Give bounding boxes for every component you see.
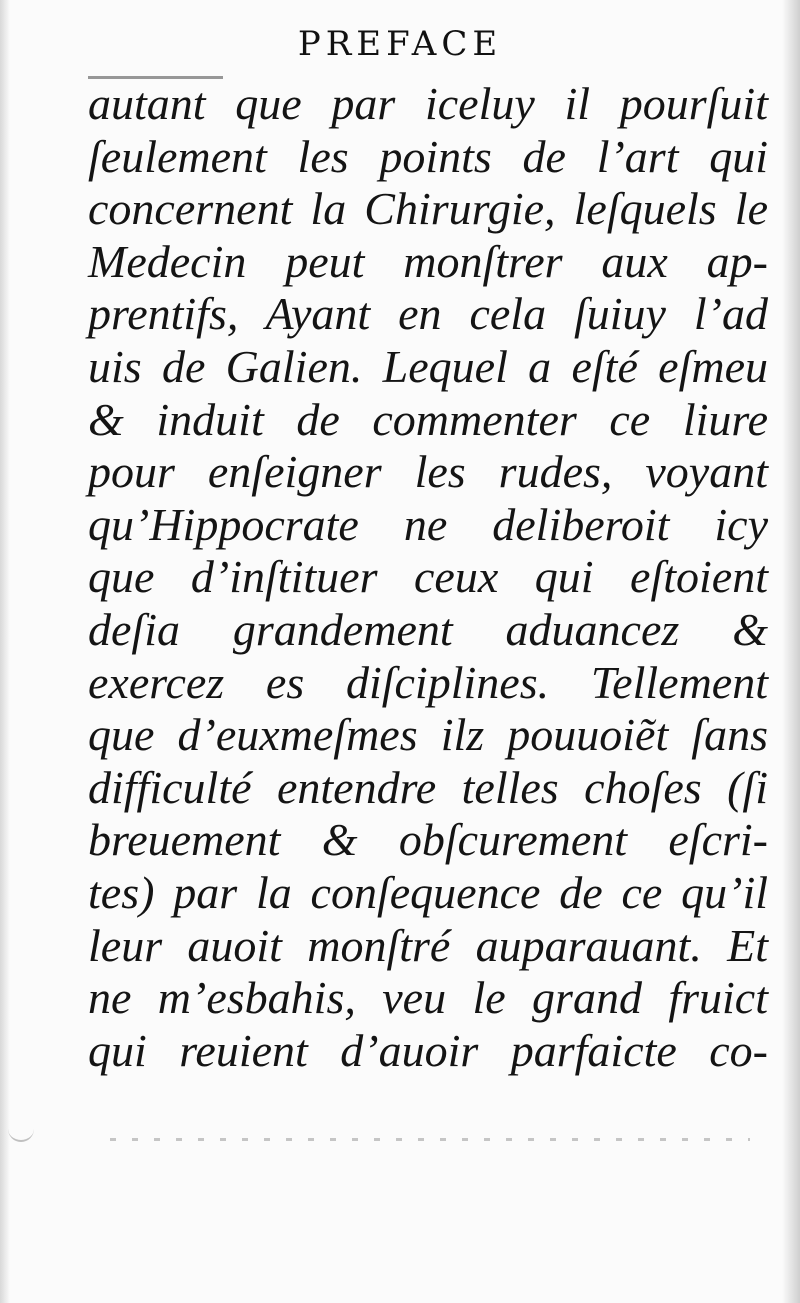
text-line: uis de Galien. Lequel a eſté eſmeu [88, 340, 768, 392]
text-line: prentifs, Ayant en cela ſuiuy l’ad [88, 288, 768, 340]
text-line: que d’inſtituer ceux qui eſtoient [88, 551, 768, 603]
text-line: que d’euxmeſmes ilz pouuoiẽt ſans [88, 709, 768, 761]
margin-mark [8, 1128, 34, 1142]
text-line: concernent la Chirurgie, leſquels le [88, 183, 768, 235]
text-line: difficulté entendre telles choſes (ſi [88, 761, 768, 813]
running-header: PREFACE [297, 24, 503, 64]
text-line: pour enſeigner les rudes, voyant [88, 446, 768, 498]
text-line: ne m’esbahis, veu le grand fruict [88, 972, 768, 1024]
page-edge-shadow-right [782, 0, 800, 1303]
text-line: deſia grandement aduancez & [88, 603, 768, 655]
text-line: Medecin peut monſtrer aux ap- [88, 235, 768, 287]
text-line: exercez es diſciplines. Tellement [88, 656, 768, 708]
text-line: qui reuient d’auoir parfaicte co- [88, 1024, 768, 1076]
page-edge-shadow-left [0, 0, 10, 1303]
text-line: tes) par la conſequence de ce qu’il [88, 866, 768, 918]
body-text [88, 78, 768, 1077]
text-line: qu’Hippocrate ne deliberoit icy [88, 498, 768, 550]
bleed-through-marks [110, 1138, 750, 1141]
text-line: autant que par iceluy il pourſuit [88, 78, 768, 129]
text-line: & induit de commenter ce liure [88, 393, 768, 445]
text-line: breuement & obſcurement eſcri- [88, 814, 768, 866]
text-line: leur auoit monſtré auparauant. Et [88, 919, 768, 971]
text-line: ſeulement les points de l’art qui [88, 130, 768, 182]
